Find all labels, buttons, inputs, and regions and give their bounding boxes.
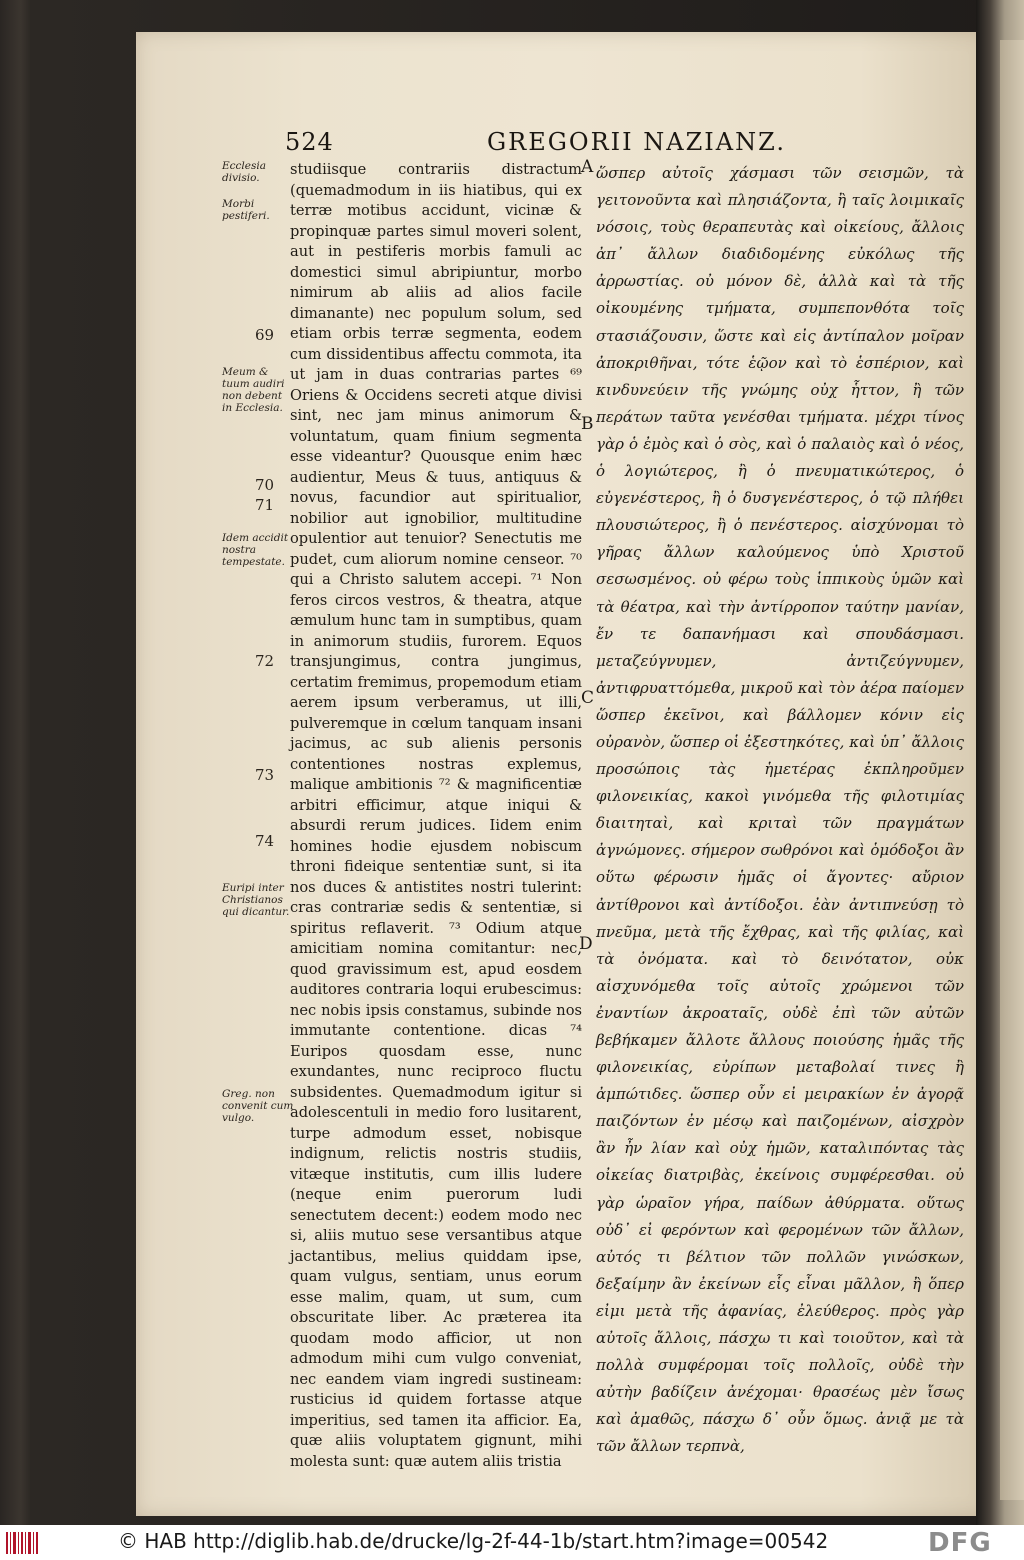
latin-column xyxy=(290,160,582,1472)
section-letter: A xyxy=(581,157,594,177)
dfg-logo: DFG xyxy=(928,1528,992,1558)
line-number: 72 xyxy=(255,652,275,670)
footer-bar xyxy=(0,1525,1024,1560)
margin-note: Euripi inter Christianos qui dicantur. xyxy=(222,882,290,918)
line-number: 74 xyxy=(255,832,275,850)
margin-note: Ecclesia divisio. xyxy=(222,160,267,184)
page-number: 524 xyxy=(285,128,334,156)
line-numbers xyxy=(255,160,285,960)
section-letter: C xyxy=(581,688,595,708)
running-title: GREGORII NAZIANZ. xyxy=(487,128,786,156)
page-header xyxy=(285,128,985,160)
hab-barcode-logo-icon xyxy=(6,1530,40,1556)
section-letter: B xyxy=(581,414,594,434)
margin-note: Morbi pestiferi. xyxy=(222,198,270,222)
line-number: 73 xyxy=(255,766,275,784)
margin-note: Idem accidit nostra tempestate. xyxy=(222,532,289,568)
greek-column xyxy=(596,160,964,1461)
greek-text: ὥσπερ αὐτοῖς χάσμασι τῶν σεισμῶν, τὰ γειτονοῦντα καὶ πλησιάζοντα, ἢ ταῖς λοιμικαῖς νόσοις, τοὺς θεραπευτὰς καὶ οἰκείους, ἄλλοις ἀπ᾽ ἄλλων διαδιδομένης εὐκόλως τῆς ἀρρωστίας. οὐ μόνον δὲ, ἀλλὰ καὶ τὰ τῆς οἰκουμένης τμήματα, συμπεπονθότα τοῖς στασιάζουσιν, ὥστε καὶ εἰς ἀντίπαλον μοῖραν ἀποκριθῆναι, τότε ἑῷον καὶ τὸ ἑσπέριον, καὶ κινδυνεύειν τῆς γνώμης οὐχ ἧττον, ἢ τῶν περάτων ταῦτα γενέσθαι τμήματα. μέχρι τίνος γὰρ ὁ ἐμὸς καὶ ὁ σὸς, καὶ ὁ παλαιὸς καὶ ὁ νέος, ὁ λογιώτερος, ἢ ὁ πνευματικώτερος, ὁ εὐγενέστερος, ἢ ὁ δυσγενέστερος, ὁ τῷ πλήθει πλουσιώτερος, ἢ ὁ πενέστερος. αἰσχύνομαι τὸ γῆρας ἄλλων καλούμενος ὑπὸ Χριστοῦ σεσωσμένος. οὐ φέρω τοὺς ἱππικοὺς ὑμῶν καὶ τὰ θέατρα, καὶ τὴν ἀντίρροπον ταύτην μανίαν, ἔν τε δαπανήμασι καὶ σπουδάσμασι. μεταζεύγνυμεν, ἀντιζεύγνυμεν, ἀντιφρυαττόμεθα, μικροῦ καὶ τὸν ἀέρα παίομεν ὥσπερ ἐκεῖνοι, καὶ βάλλομεν κόνιν εἰς οὐρανὸν, ὥσπερ οἱ ἐξεστηκότες, καὶ ὑπ᾽ ἄλλοις προσώποις τὰς ἡμετέρας ἐκπληροῦμεν φιλονεικίας, κακοὶ γινόμεθα τῆς φιλοτιμίας διαιτηταὶ, καὶ κριταὶ τῶν πραγμάτων ἀγνώμονες. σήμερον σωθρόνοι καὶ ὁμόδοξοι ἂν οὕτω φέρωσιν ἡμᾶς οἱ ἄγοντες· αὔριον ἀντίθρονοι καὶ ἀντίδοξοι. ἐὰν ἀντιπνεύσῃ τὸ πνεῦμα, μετὰ τῆς ἔχθρας, καὶ τῆς φιλίας, καὶ τὰ ὀνόματα. καὶ τὸ δεινότατον, οὐκ αἰσχυνόμεθα τοῖς αὐτοῖς χρώμενοι τῶν ἐναντίων ἀκροαταῖς, οὐδὲ ἐπὶ τῶν αὐτῶν βεβήκαμεν ἄλλοτε ἄλλους ποιούσης ἡμᾶς τῆς φιλονεικίας, εὐρίπων μεταβολαί τινες ἢ ἀμπώτιδες. ὥσπερ οὖν εἰ μειρακίων ἐν ἀγορᾷ παιζόντων ἐν μέσῳ καὶ παιζομένων, αἰσχρὸν ἂν ἦν λίαν καὶ οὐχ ἡμῶν, καταλιπόντας τὰς οἰκείας διατριβὰς, ἐκείνοις συμφέρεσθαι. οὐ γὰρ ὡραῖον γήρα, παίδων ἀθύρματα. οὕτως οὐδ᾽ εἰ φερόντων καὶ φερομένων τῶν ἄλλων, αὐτός τι βέλτιον τῶν πολλῶν γινώσκων, δεξαίμην ἂν ἐκείνων εἷς εἶναι μᾶλλον, ἢ ὅπερ εἰμι μετὰ τῆς ἀφανίας, ἐλεύθερος. πρὸς γὰρ αὐτοῖς ἄλλοις, πάσχω τι καὶ τοιοῦτον, καὶ τὰ πολλὰ συμφέρομαι τοῖς πολλοῖς, οὐδὲ τὴν αὐτὴν βαδίζειν ἀνέχομαι· θρασέως μὲν ἴσως καὶ ἀμαθῶς, πάσχω δ᾽ οὖν ὅμως. ἀνιᾷ με τὰ τῶν ἄλλων τερπνὰ, xyxy=(596,164,964,1456)
margin-note: Greg. non convenit cum vulgo. xyxy=(222,1088,294,1124)
line-number: 70 xyxy=(255,476,275,494)
latin-text: studiisque contrariis distractum (quemadmodum in iis hiatibus, qui ex terræ motibus accidunt, vicinæ & propinquæ partes simul moveri solent, aut in pestiferis morbis famuli ac domestici simul abripiuntur, morbo nimirum ab aliis ad alios facile dimanante) nec populum solum, sed etiam orbis terræ segmenta, eodem cum dissidentibus affectu commota, ita ut jam in duas contrarias partes ⁶⁹ Oriens & Occidens secreti atque divisi sint, nec jam minus animorum & voluntatum, quam finium segmenta esse videantur? Quousque enim hæc audientur, Meus & tuus, antiquus & novus, facundior aut spiritualior, nobilior aut ignobilior, multitudine opulentior aut tenuior? Senectutis me pudet, cum aliorum nomine censeor. ⁷⁰ qui a Christo salutem accepi. ⁷¹ Non feros circos vestros, & theatra, atque æmulum hunc tam in sumptibus, quam in animorum studiis, furorem. Equos transjungimus, contra jungimus, certatim fremimus, propemodum etiam aerem ipsum verberamus, ut illi, pulveremque in cœlum tanquam insani jacimus, ac sub alienis personis contentiones nostras explemus, malique ambitionis ⁷² & magnificentiæ arbitri efficimur, atque iniqui & absurdi rerum judices. Iidem enim homines hodie ejusdem nobiscum throni fideique sententiæ sunt, si ita nos duces & antistites nostri tulerint: cras contrariæ sedis & sententiæ, si spiritus reflaverit. ⁷³ Odium atque amicitiam nomina comitantur: nec, quod gravissimum est, apud eosdem auditores contraria loqui erubescimus: nec nobis ipsis constamus, subinde nos immutante contentione. dicas ⁷⁴ Euripos quosdam esse, nunc exundantes, nunc reciproco fluctu subsidentes. Quemadmodum igitur si adolescentuli in medio foro lusitarent, turpe admodum esset, nobisque indignum, relictis nostris studiis, vitæque institutis, cum illis ludere (neque enim puerorum ludi senectutem decent:) eodem modo nec si, aliis mutuo sese versantibus atque jactantibus, melius quiddam ipse, quam vulgus, sentiam, unus eorum esse malim, quam, ut sum, cum obscuritate liber. Ac præterea ita quodam modo afficior, ut non admodum mihi cum vulgo conveniat, nec eandem viam ingredi sustineam: rusticius id quidem fortasse atque imperitius, sed tamen ita afficior. Ea, quæ aliis voluptatem gignunt, mihi molesta sunt: quæ autem aliis tristia xyxy=(290,161,582,1470)
facing-page-edge xyxy=(1000,40,1024,1500)
margin-note: Meum & tuum audiri non debent in Ecclesia. xyxy=(222,366,285,414)
line-number: 69 xyxy=(255,326,275,344)
line-number: 71 xyxy=(255,496,275,514)
section-letter: D xyxy=(579,934,593,954)
copyright-url-text: © HAB http://diglib.hab.de/drucke/lg-2f-44-1b/start.htm?image=00542 xyxy=(118,1529,829,1553)
